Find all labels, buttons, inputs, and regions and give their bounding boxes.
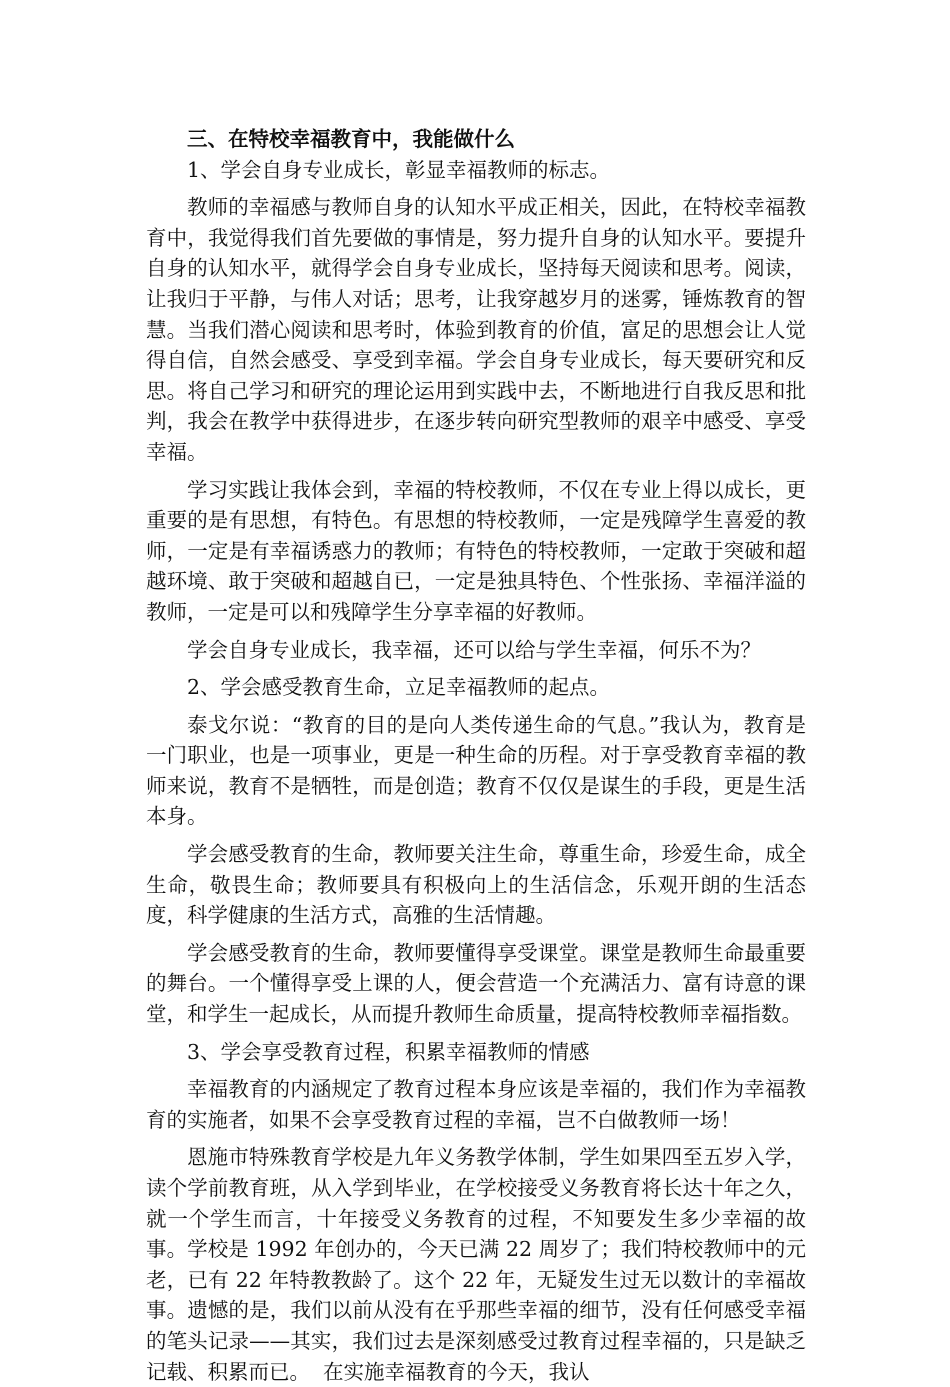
paragraph: 1、学会自身专业成长，彰显幸福教师的标志。 xyxy=(187,157,611,182)
paragraph: 学会感受教育的生命，教师要懂得享受课堂。课堂是教师生命最重要的舞台。一个懂得享受上课的人，便会营造一个充满活力、富有诗意的课堂，和学生一起成长，从而提升教师生命质量，提高特校教师幸福指数。 xyxy=(146,940,806,1027)
paragraph: 学习实践让我体会到，幸福的特校教师，不仅在专业上得以成长，更重要的是有思想，有特色。有思想的特校教师，一定是残障学生喜爱的教师，一定是有幸福诱惑力的教师；有特色的特校教师，一定敢于突破和超越环境、敢于突破和超越自已，一定是独具特色、个性张扬、幸福洋溢的教师，一定是可以和残障学生分享幸福的好教师。 xyxy=(146,477,806,624)
document-body xyxy=(146,124,806,1387)
paragraph: 2、学会感受教育生命，立足幸福教师的起点。 xyxy=(187,675,611,700)
paragraph: 学会感受教育的生命，教师要关注生命，尊重生命，珍爱生命，成全生命，敬畏生命；教师要具有积极向上的生活信念，乐观开朗的生活态度，科学健康的生活方式，高雅的生活情趣。 xyxy=(146,842,806,928)
paragraph: 幸福教育的内涵规定了教育过程本身应该是幸福的，我们作为幸福教育的实施者，如果不会享受教育过程的幸福，岂不白做教师一场！ xyxy=(146,1077,806,1132)
paragraph: 恩施市特殊教育学校是九年义务教学体制，学生如果四至五岁入学，读个学前教育班，从入学到毕业，在学校接受义务教育将长达十年之久，就一个学生而言，十年接受义务教育的过程，不知要发生多少幸福的故事。学校是 1992 年创办的，今天已满 22 周岁了；我们特校教师中的元老，已有 22 年特教教龄了。这个 22 年，无疑发生过无以数计的幸福故事。遗憾的是，我们以前从没有在乎那些幸福的细节，没有任何感受幸福的笔头记录——其实，我们过去是深刻感受过教育过程幸福的，只是缺乏记载、积累而已。 在实施幸福教育的今天，我认 xyxy=(146,1145,806,1384)
paragraph: 3、学会享受教育过程，积累幸福教师的情感 xyxy=(187,1039,590,1064)
paragraph: 泰戈尔说：“教育的目的是向人类传递生命的气息。”我认为，教育是一门职业，也是一项事业，更是一种生命的历程。对于享受教育幸福的教师来说，教育不是牺牲，而是创造；教育不仅仅是谋生的手段，更是生活本身。 xyxy=(146,712,806,829)
section-heading: 三、在特校幸福教育中，我能做什么 xyxy=(187,127,515,151)
paragraph: 学会自身专业成长，我幸福，还可以给与学生幸福，何乐不为？ xyxy=(187,637,761,662)
paragraph: 教师的幸福感与教师自身的认知水平成正相关，因此，在特校幸福教育中，我觉得我们首先要做的事情是，努力提升自身的认知水平。要提升自身的认知水平，就得学会自身专业成长，坚持每天阅读和思考。阅读，让我归于平静，与伟人对话；思考，让我穿越岁月的迷雾，锤炼教育的智慧。当我们潜心阅读和思考时，体验到教育的价值，富足的思想会让人觉得自信，自然会感受、享受到幸福。学会自身专业成长，每天要研究和反思。将自己学习和研究的理论运用到实践中去，不断地进行自我反思和批判，我会在教学中获得进步，在逐步转向研究型教师的艰辛中感受、享受幸福。 xyxy=(146,195,806,464)
